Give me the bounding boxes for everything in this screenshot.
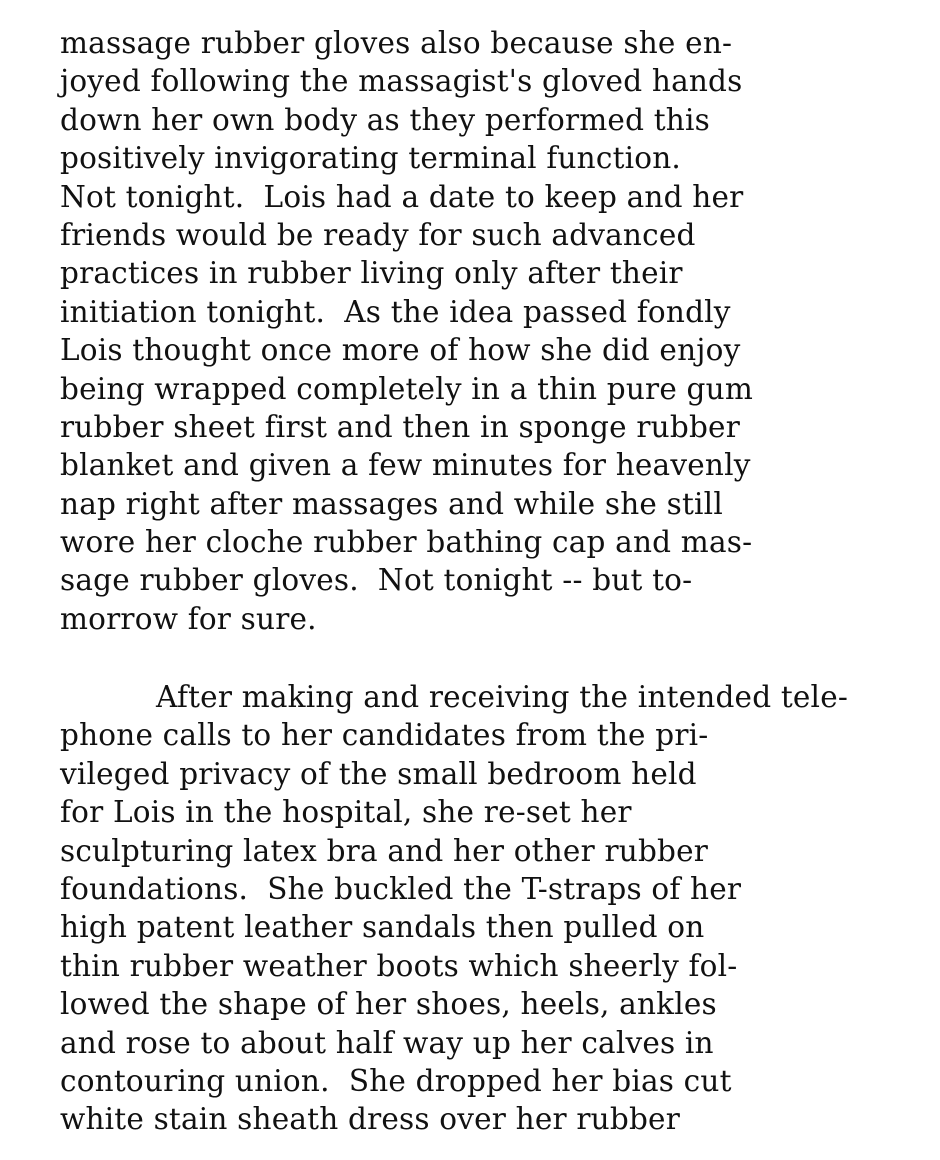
text-line: thin rubber weather boots which sheerly fol-: [60, 948, 738, 983]
text-line: joyed following the massagist's gloved hands: [60, 64, 743, 99]
text-line: morrow for sure.: [60, 601, 317, 636]
text-line: wore her cloche rubber bathing cap and mas-: [60, 525, 753, 560]
text-line: being wrapped completely in a thin pure gum: [60, 371, 754, 406]
text-line: high patent leather sandals then pulled on: [60, 910, 705, 945]
text-line: practices in rubber living only after their: [60, 256, 683, 291]
text-line: white stain sheath dress over her rubber: [60, 1102, 681, 1137]
text-line: nap right after massages and while she still: [60, 486, 723, 521]
text-line: massage rubber gloves also because she en-: [60, 26, 733, 60]
text-line: for Lois in the hospital, she re-set her: [60, 795, 632, 830]
text-line: phone calls to her candidates from the pri-: [60, 718, 709, 753]
text-line: foundations. She buckled the T-straps of her: [60, 871, 742, 906]
text-line: vileged privacy of the small bedroom held: [60, 756, 697, 791]
text-line: friends would be ready for such advanced: [60, 217, 696, 252]
text-line: contouring union. She dropped her bias cut: [60, 1063, 732, 1098]
text-line: sage rubber gloves. Not tonight -- but to-: [60, 563, 693, 598]
text-line: positively invigorating terminal function.: [60, 141, 682, 176]
text-line: Not tonight. Lois had a date to keep and her: [60, 179, 744, 214]
text-line: lowed the shape of her shoes, heels, ankles: [60, 987, 717, 1022]
text-line: rubber sheet first and then in sponge rubber: [60, 409, 740, 444]
text-line: down her own body as they performed this: [60, 102, 710, 137]
text-line-indented: After making and receiving the intended tele-: [156, 680, 849, 714]
text-line: sculpturing latex bra and her other rubber: [60, 833, 709, 868]
text-line: Lois thought once more of how she did enjoy: [60, 333, 741, 368]
paragraph-1: [60, 24, 753, 638]
text-line: blanket and given a few minutes for heavenly: [60, 448, 751, 483]
text-line: initiation tonight. As the idea passed fondly: [60, 294, 731, 329]
text-line: and rose to about half way up her calves in: [60, 1025, 714, 1060]
paragraph-2: [60, 678, 848, 1139]
